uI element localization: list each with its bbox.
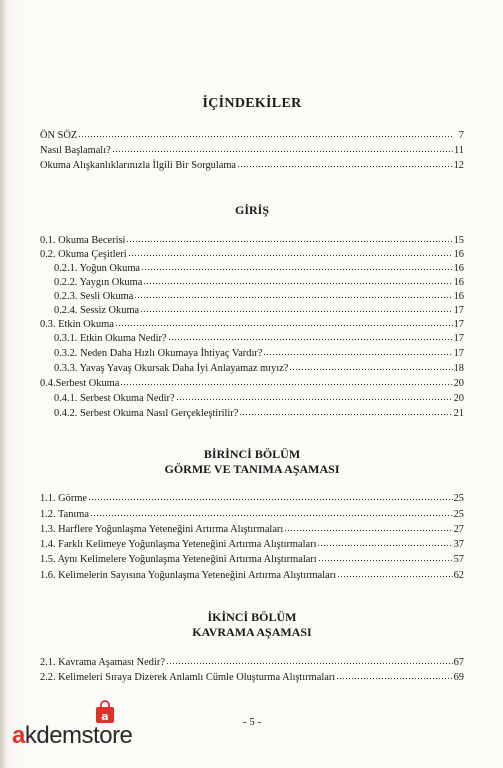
toc-entry-label: 0.3.3. Yavaş Yavaş Okursak Daha İyi Anlayamaz mıyız? xyxy=(54,363,289,374)
toc-entry xyxy=(40,669,464,683)
toc-leader-dots xyxy=(263,345,452,356)
toc-entry xyxy=(40,654,464,668)
toc-entry-label: 1.6. Kelimelerin Sayısına Yoğunlaşma Yeteneğini Artırma Alıştırmaları xyxy=(40,570,337,581)
toc-entry-page: 7 xyxy=(458,130,464,141)
toc-entry xyxy=(40,567,464,581)
toc-entry xyxy=(40,142,464,156)
toc-leader-dots xyxy=(90,506,453,517)
toc-entry-page: 37 xyxy=(453,539,464,550)
toc-entry-page: 16 xyxy=(453,263,464,274)
toc-entry-page: 12 xyxy=(453,160,464,171)
toc-entry xyxy=(40,232,464,246)
section-heading-line: GİRİŞ xyxy=(234,203,269,217)
toc-entry-page: 16 xyxy=(453,277,464,288)
toc-entry-label: 1.5. Aynı Kelimelere Yoğunlaşma Yeteneğini Artırma Alıştırmaları xyxy=(40,554,317,565)
brand-rest: kdemstore xyxy=(24,722,133,749)
toc-leader-dots xyxy=(78,127,453,138)
toc-entry-label: 1.3. Harflere Yoğunlaşma Yeteneğini Artırma Alıştırmaları xyxy=(40,524,284,535)
toc-leader-dots xyxy=(140,302,452,313)
toc-entry-label: 0.2. Okuma Çeşitleri xyxy=(40,249,127,260)
toc-entry-label: 0.1. Okuma Becerisi xyxy=(40,235,126,246)
toc-entry xyxy=(40,506,464,520)
toc-entry-label: 1.1. Görme xyxy=(40,493,88,504)
section-heading-line: İKİNCİ BÖLÜM xyxy=(207,610,297,624)
toc-leader-dots xyxy=(336,669,452,680)
toc-entry-page: 57 xyxy=(453,554,464,565)
toc-entry-label: 0.2.4. Sessiz Okuma xyxy=(54,305,140,316)
toc-entry-page: 17 xyxy=(453,319,464,330)
toc-leader-dots xyxy=(134,288,452,299)
toc-entry-page: 21 xyxy=(453,408,464,419)
toc-entry xyxy=(40,345,464,359)
svg-text:a: a xyxy=(101,710,109,723)
toc-entry-label: 0.4.2. Serbest Okuma Nasıl Gerçekleştirilir? xyxy=(54,408,239,419)
toc-entry-page: 69 xyxy=(453,672,464,683)
toc-entry-page: 11 xyxy=(453,145,464,156)
toc-leader-dots xyxy=(128,246,453,257)
toc-entry xyxy=(40,274,464,288)
toc-entry-page: 17 xyxy=(453,305,464,316)
section-heading-giris xyxy=(40,203,464,218)
toc-leader-dots xyxy=(143,274,452,285)
toc-entry-label: 0.3.1. Etkin Okuma Nedir? xyxy=(54,333,167,344)
toc-entry xyxy=(40,127,464,141)
toc-entry xyxy=(40,551,464,565)
toc-entry-page: 16 xyxy=(453,291,464,302)
toc-entry xyxy=(40,390,464,404)
toc-leader-dots xyxy=(239,405,452,416)
shopping-bag-icon xyxy=(94,700,116,724)
toc-entry xyxy=(40,302,464,316)
section-heading-line: GÖRME VE TANIMA AŞAMASI xyxy=(164,462,340,476)
section-heading-birinci xyxy=(40,447,464,477)
toc-leader-dots xyxy=(120,375,452,386)
toc-entry xyxy=(40,536,464,550)
toc-entry-page: 27 xyxy=(453,524,464,535)
toc-leader-dots xyxy=(112,142,453,153)
toc-entry-label: 2.1. Kavrama Aşaması Nedir? xyxy=(40,657,165,668)
toc-entry-page: 15 xyxy=(453,235,464,246)
section-heading-line: BİRİNCİ BÖLÜM xyxy=(203,447,301,461)
toc-entry-page: 20 xyxy=(453,393,464,404)
toc-leader-dots xyxy=(168,330,453,341)
toc-entry-label: 0.3.2. Neden Daha Hızlı Okumaya İhtiyaç Vardır? xyxy=(54,348,263,359)
toc-entry-page: 17 xyxy=(453,333,464,344)
toc-entry-page: 20 xyxy=(453,378,464,389)
toc-entry-label: 0.4.Serbest Okuma xyxy=(40,378,120,389)
toc-leader-dots xyxy=(115,316,453,327)
brand-wordmark xyxy=(12,722,132,750)
page-spine-shadow xyxy=(0,0,6,768)
akdemstore-watermark-logo xyxy=(12,700,192,756)
toc-leader-dots xyxy=(318,551,453,562)
toc-title: İÇİNDEKİLER xyxy=(202,96,302,111)
toc-entry-label: 0.2.2. Yaygın Okuma xyxy=(54,277,143,288)
toc-leader-dots xyxy=(317,536,452,547)
toc-entry-label: 0.2.3. Sesli Okuma xyxy=(54,291,134,302)
toc-entry xyxy=(40,521,464,535)
toc-leader-dots xyxy=(284,521,452,532)
toc-entry-label: Okuma Alışkanlıklarınızla İlgili Bir Sorgulama xyxy=(40,160,237,171)
toc-entry-page: 17 xyxy=(453,348,464,359)
brand-accent: a xyxy=(12,722,25,749)
toc-entry-label: Nasıl Başlamalı? xyxy=(40,145,111,156)
toc-entry xyxy=(40,246,464,260)
toc-leader-dots xyxy=(176,390,453,401)
toc-entry-page: 67 xyxy=(453,657,464,668)
toc-leader-dots xyxy=(237,157,453,168)
toc-entry-label: 0.4.1. Serbest Okuma Nedir? xyxy=(54,393,175,404)
toc-entry xyxy=(40,260,464,274)
toc-leader-dots xyxy=(126,232,452,243)
section-heading-line: KAVRAMA AŞAMASI xyxy=(192,625,312,639)
toc-entry xyxy=(40,405,464,419)
toc-leader-dots xyxy=(141,260,453,271)
section-heading-ikinci xyxy=(40,610,464,640)
toc-entry-page: 62 xyxy=(453,570,464,581)
toc-entry-label: 0.2.1. Yoğun Okuma xyxy=(54,263,141,274)
toc-entry-page: 25 xyxy=(453,509,464,520)
toc-entry-page: 18 xyxy=(453,363,464,374)
toc-entry xyxy=(40,360,464,374)
toc-leader-dots xyxy=(289,360,452,371)
toc-leader-dots xyxy=(88,490,453,501)
toc-leader-dots xyxy=(166,654,453,665)
toc-entry xyxy=(40,490,464,504)
toc-entry xyxy=(40,375,464,389)
toc-entry-label: 0.3. Etkin Okuma xyxy=(40,319,114,330)
toc-entry xyxy=(40,316,464,330)
toc-entry-page: 25 xyxy=(453,493,464,504)
toc-entry-label: 1.4. Farklı Kelimeye Yoğunlaşma Yeteneğini Artırma Alıştırmaları xyxy=(40,539,317,550)
toc-entry xyxy=(40,157,464,171)
toc-entry-page: 16 xyxy=(453,249,464,260)
toc-entry-label: 2.2. Kelimeleri Sıraya Dizerek Anlamlı Cümle Oluşturma Alıştırmaları xyxy=(40,672,336,683)
toc-entry xyxy=(40,330,464,344)
toc-entry-label: 1.2. Tanıma xyxy=(40,509,90,520)
page-number: - 5 - xyxy=(242,716,262,728)
toc-entry-label: ÖN SÖZ xyxy=(40,130,78,141)
toc-leader-dots xyxy=(337,567,453,578)
toc-entry xyxy=(40,288,464,302)
